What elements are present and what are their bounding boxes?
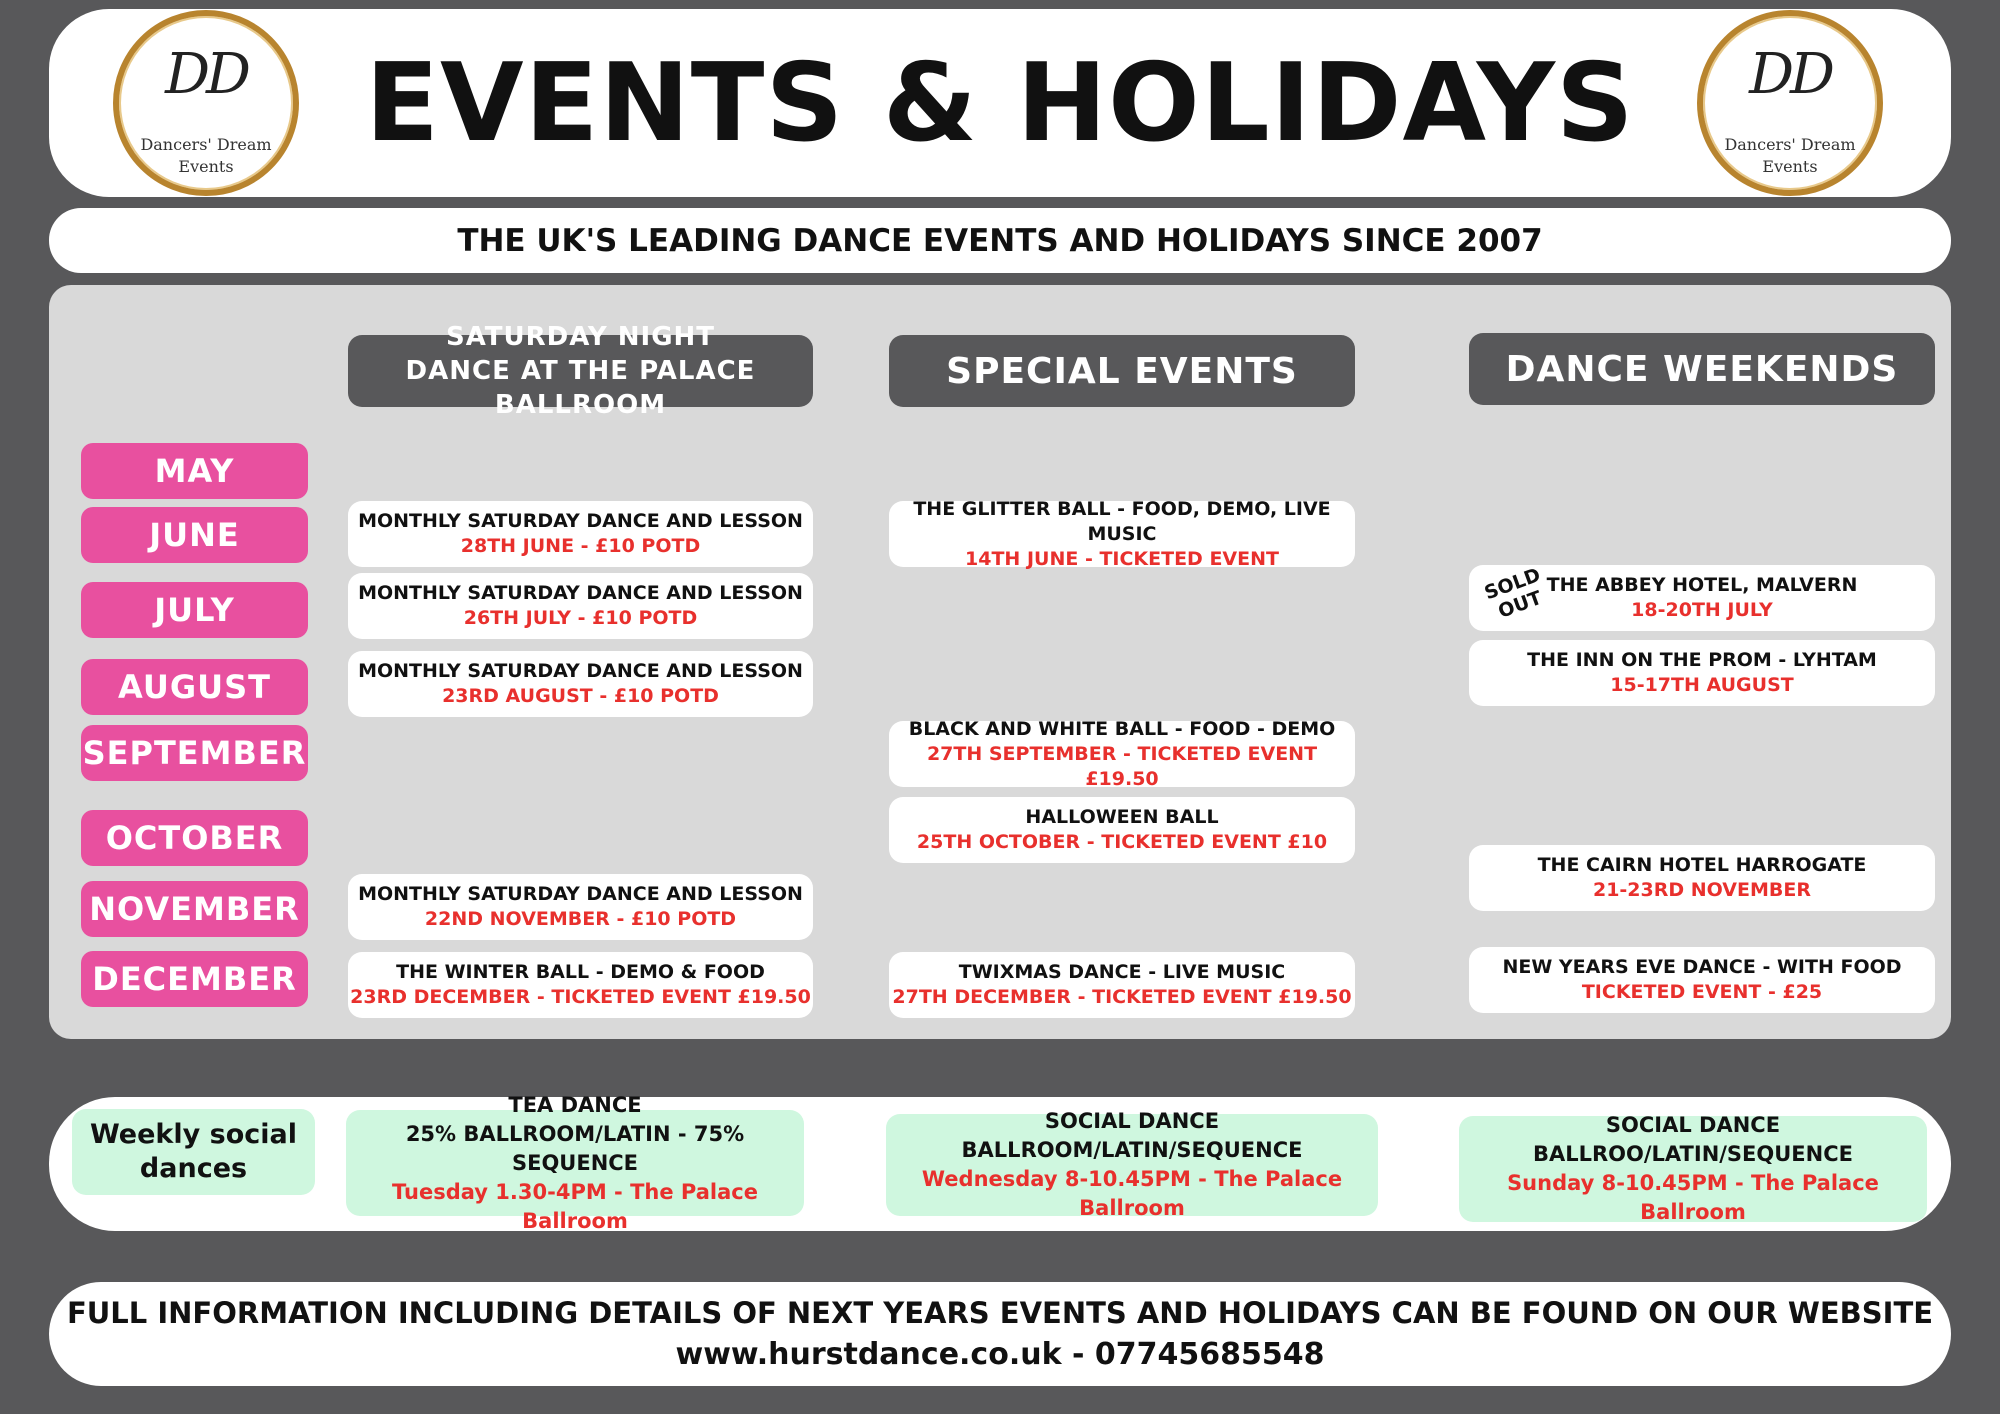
column-heading-special: SPECIAL EVENTS xyxy=(889,335,1355,407)
event-card-special-october xyxy=(889,797,1355,863)
logo-brand-line1: Dancers' Dream xyxy=(1724,135,1856,154)
social-dance-style: 25% BALLROOM/LATIN - 75% SEQUENCE xyxy=(405,1121,745,1175)
footer-info-text: FULL INFORMATION INCLUDING DETAILS OF NEXT YEARS EVENTS AND HOLIDAYS CAN BE FOUND ON OUR WEBSITE xyxy=(66,1296,1934,1330)
logo-brand-line1: Dancers' Dream xyxy=(140,135,272,154)
event-card-weekend-august xyxy=(1469,640,1935,706)
logo-right xyxy=(1697,10,1883,196)
event-card-weekend-november xyxy=(1469,845,1935,911)
event-name: MONTHLY SATURDAY DANCE AND LESSON xyxy=(358,510,803,532)
event-detail: 25TH OCTOBER - TICKETED EVENT £10 xyxy=(916,831,1328,853)
event-card-saturday-june xyxy=(348,501,813,567)
social-dance-card-sunday xyxy=(1459,1113,1927,1224)
event-name: MONTHLY SATURDAY DANCE AND LESSON xyxy=(358,660,803,682)
social-dance-name: SOCIAL DANCE xyxy=(1605,1113,1781,1137)
event-card-saturday-november xyxy=(348,874,813,940)
event-card-saturday-july xyxy=(348,573,813,639)
event-name: MONTHLY SATURDAY DANCE AND LESSON xyxy=(358,582,803,604)
social-dance-name: SOCIAL DANCE xyxy=(1044,1109,1220,1133)
social-dance-card-tuesday xyxy=(346,1092,804,1233)
event-detail: TICKETED EVENT - £25 xyxy=(1581,981,1823,1003)
event-detail: 15-17TH AUGUST xyxy=(1610,674,1794,696)
event-detail: 27TH DECEMBER - TICKETED EVENT £19.50 xyxy=(892,986,1352,1008)
month-label-december: DECEMBER xyxy=(81,951,308,1007)
event-detail: 21-23RD NOVEMBER xyxy=(1592,879,1811,901)
month-label-june: JUNE xyxy=(81,507,308,563)
event-name: THE INN ON THE PROM - LYHTAM xyxy=(1527,649,1877,671)
event-detail: 18-20TH JULY xyxy=(1631,599,1773,621)
event-name: HALLOWEEN BALL xyxy=(1025,806,1219,828)
event-card-weekend-december xyxy=(1469,947,1935,1013)
social-dance-style: BALLROOM/LATIN/SEQUENCE xyxy=(961,1138,1303,1162)
event-name: THE GLITTER BALL - FOOD, DEMO, LIVE MUSIC xyxy=(913,497,1331,545)
event-card-saturday-december xyxy=(348,952,813,1018)
event-name: THE ABBEY HOTEL, MALVERN xyxy=(1546,574,1858,596)
sold-out-label: SOLD OUT xyxy=(1481,563,1545,623)
event-detail: 23RD DECEMBER - TICKETED EVENT £19.50 xyxy=(350,986,811,1008)
footer-bar xyxy=(49,1282,1951,1386)
logo-left xyxy=(113,10,299,196)
logo-brand xyxy=(119,134,293,178)
social-dance-card-wednesday xyxy=(886,1109,1378,1220)
event-name: MONTHLY SATURDAY DANCE AND LESSON xyxy=(358,883,803,905)
event-detail: 14TH JUNE - TICKETED EVENT xyxy=(965,547,1279,570)
event-detail: 23RD AUGUST - £10 POTD xyxy=(442,685,719,707)
event-card-special-december xyxy=(889,952,1355,1018)
event-card-special-june xyxy=(889,497,1355,570)
footer-contact-link[interactable]: www.hurstdance.co.uk - 07745685548 xyxy=(675,1337,1325,1372)
month-label-august: AUGUST xyxy=(81,659,308,715)
social-dance-style: BALLROO/LATIN/SEQUENCE xyxy=(1532,1142,1853,1166)
event-detail: 28TH JUNE - £10 POTD xyxy=(460,535,701,557)
logo-brand-line2: Events xyxy=(178,157,234,176)
event-detail: 27TH SEPTEMBER - TICKETED EVENT £19.50 xyxy=(926,742,1318,790)
column-heading-weekends: DANCE WEEKENDS xyxy=(1469,333,1935,405)
subtitle-bar: THE UK'S LEADING DANCE EVENTS AND HOLIDAYS SINCE 2007 xyxy=(49,208,1951,273)
column-heading-saturday: SATURDAY NIGHT DANCE AT THE PALACE BALLROOM xyxy=(348,335,813,407)
month-label-october: OCTOBER xyxy=(81,810,308,866)
event-card-special-september xyxy=(889,717,1355,790)
event-name: THE WINTER BALL - DEMO & FOOD xyxy=(396,961,765,983)
social-dance-time: Wednesday 8-10.45PM - The Palace Ballroom xyxy=(921,1167,1343,1220)
event-detail: 26TH JULY - £10 POTD xyxy=(463,607,698,629)
page-title: EVENTS & HOLIDAYS xyxy=(365,40,1635,166)
social-dance-time: Tuesday 1.30-4PM - The Palace Ballroom xyxy=(392,1179,758,1233)
social-dance-time: Sunday 8-10.45PM - The Palace Ballroom xyxy=(1507,1171,1879,1224)
month-label-november: NOVEMBER xyxy=(81,881,308,937)
month-label-september: SEPTEMBER xyxy=(81,725,308,781)
weekly-dances-label: Weekly social dances xyxy=(72,1109,315,1195)
event-name: THE CAIRN HOTEL HARROGATE xyxy=(1537,854,1867,876)
logo-monogram: DD xyxy=(1749,42,1831,107)
event-name: TWIXMAS DANCE - LIVE MUSIC xyxy=(958,961,1286,983)
event-detail: 22ND NOVEMBER - £10 POTD xyxy=(424,908,737,930)
logo-monogram: DD xyxy=(165,42,247,107)
event-name: BLACK AND WHITE BALL - FOOD - DEMO xyxy=(908,717,1336,740)
month-label-july: JULY xyxy=(81,582,308,638)
month-label-may: MAY xyxy=(81,443,308,499)
social-dance-name: TEA DANCE xyxy=(508,1092,642,1117)
logo-brand xyxy=(1703,134,1877,178)
logo-brand-line2: Events xyxy=(1762,157,1818,176)
event-name: NEW YEARS EVE DANCE - WITH FOOD xyxy=(1502,956,1902,978)
event-card-saturday-august xyxy=(348,651,813,717)
